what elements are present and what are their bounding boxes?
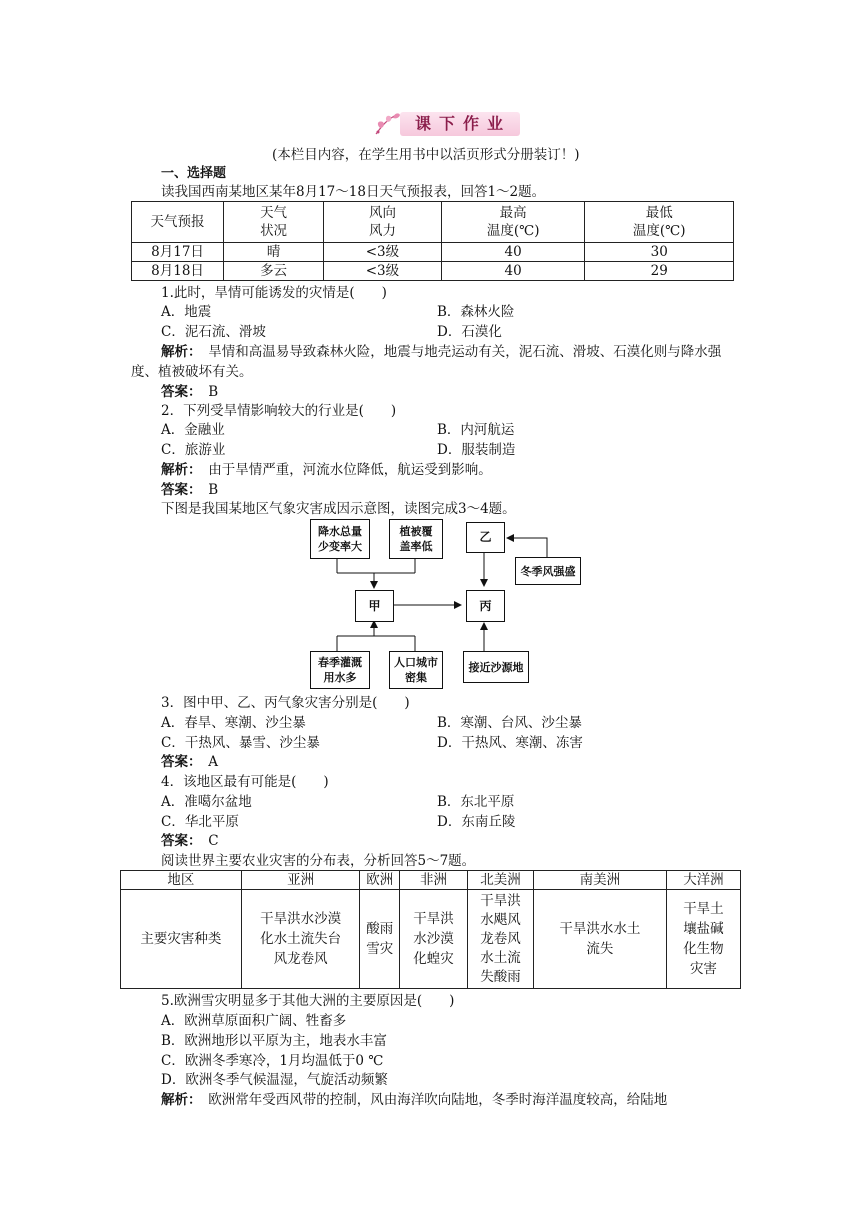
weather-forecast-table [131,201,734,281]
intro-text: 下图是我国某地区气象灾害成因示意图，读图完成3～4题。 [161,501,516,517]
table-header-cell: 欧洲 [360,871,400,890]
diagram-box-dense-city: 人口城市 密集 [389,651,443,689]
question-stem: 4．该地区最有可能是( ) [161,774,329,790]
option-b: B．森林火险 [437,304,515,320]
option-b: B．欧洲地形以平原为主，地表水丰富 [161,1033,387,1049]
option-c: C．干热风、暴雪、沙尘暴 [161,735,320,751]
answer-line: 答案： C [161,833,219,849]
table-header-cell: 天气预报 [132,202,224,243]
question-stem: 1.此时，旱情可能诱发的灾情是( ) [161,285,387,301]
table-row [121,890,741,989]
table-header-cell: 非洲 [400,871,468,890]
option-a: A．地震 [161,304,212,320]
table-cell: 40 [441,242,585,261]
option-d: D．干热风、寒潮、冻害 [437,735,583,751]
table-header-cell: 天气 状况 [224,202,324,243]
option-a: A．欧洲草原面积广阔、牲畜多 [161,1013,347,1029]
table-header-cell: 最低 温度(℃) [585,202,734,243]
section-header [372,110,522,138]
option-d: D．东南丘陵 [437,814,516,830]
answer-line: 答案： A [161,754,218,770]
table-header-cell: 地区 [121,871,242,890]
page-subtitle: (本栏目内容，在学生用书中以活页形式分册装订！) [272,147,580,163]
table-cell: <3级 [324,242,442,261]
answer-line: 答案： B [161,482,219,498]
table-row [132,261,734,280]
section-heading: 一、选择题 [161,166,227,181]
table-cell: 29 [585,261,734,280]
question-stem: 2．下列受旱情影响较大的行业是( ) [161,403,397,419]
answer-line: 答案： B [161,384,219,400]
table-cell: <3级 [324,261,442,280]
option-c: C．泥石流、滑坡 [161,324,266,340]
option-a: A．金融业 [161,422,225,438]
intro-text: 读我国西南某地区某年8月17～18日天气预报表，回答1～2题。 [161,184,546,200]
table-cell: 干旱洪水沙漠 化水土流失台 风龙卷风 [241,890,360,989]
option-b: B．东北平原 [437,794,515,810]
question-stem: 3．图中甲、乙、丙气象灾害分别是( ) [161,695,410,711]
diagram-box-jia: 甲 [355,590,394,622]
option-b: B．内河航运 [437,422,515,438]
option-a: A．春旱、寒潮、沙尘暴 [161,715,306,731]
table-cell: 8月17日 [132,242,224,261]
diagram-box-winter-monsoon: 冬季风强盛 [515,557,581,585]
table-header-cell: 南美洲 [533,871,666,890]
table-cell: 多云 [224,261,324,280]
table-cell: 干旱土 壤盐碱 化生物 灾害 [666,890,740,989]
disaster-distribution-table [120,870,741,989]
diagram-box-yi: 乙 [466,522,505,553]
option-d: D．欧洲冬季气候温湿，气旋活动频繁 [161,1072,388,1088]
table-header-cell: 最高 温度(℃) [441,202,585,243]
table-cell: 干旱洪 水飓风 龙卷风 水土流 失酸雨 [468,890,534,989]
option-c: C．华北平原 [161,814,239,830]
table-cell: 晴 [224,242,324,261]
diagram-box-vegetation: 植被覆 盖率低 [389,519,443,559]
option-c: C．旅游业 [161,442,226,458]
intro-text: 阅读世界主要农业灾害的分布表，分析回答5～7题。 [161,853,476,869]
table-cell: 酸雨 雪灾 [360,890,400,989]
diagram-box-sand-source: 接近沙源地 [463,651,529,683]
table-cell: 干旱洪水水土 流失 [533,890,666,989]
table-cell: 30 [585,242,734,261]
option-d: D．石漠化 [437,324,502,340]
table-cell: 主要灾害种类 [121,890,242,989]
table-row [132,242,734,261]
table-cell: 8月18日 [132,261,224,280]
diagram-box-spring-irrigation: 春季灌溉 用水多 [310,651,370,689]
table-cell: 40 [441,261,585,280]
analysis-text: 解析： 欧洲常年受西风带的控制，风由海洋吹向陆地，冬季时海洋温度较高，给陆地 [161,1092,668,1108]
table-header-cell: 风向 风力 [324,202,442,243]
table-header-cell: 亚洲 [241,871,360,890]
table-cell: 干旱洪 水沙漠 化蝗灾 [400,890,468,989]
option-b: B．寒潮、台风、沙尘暴 [437,715,582,731]
diagram-box-bing: 丙 [466,590,505,622]
table-header-cell: 北美洲 [468,871,534,890]
option-d: D．服装制造 [437,442,516,458]
table-header-cell: 大洋洲 [666,871,740,890]
analysis-text: 解析： 由于旱情严重，河流水位降低，航运受到影响。 [161,462,492,478]
page-title: 课下作业 [400,112,520,136]
option-c: C．欧洲冬季寒冷，1月均温低于0 ℃ [161,1053,384,1069]
analysis-text: 解析： 旱情和高温易导致森林火险，地震与地壳运动有关，泥石流、滑坡、石漠化则与降水强度、植被破坏有关。 [131,344,722,380]
option-a: A．准噶尔盆地 [161,794,252,810]
question-stem: 5.欧洲雪灾明显多于其他大洲的主要原因是( ) [161,993,455,1009]
diagram-box-precipitation: 降水总量 少变率大 [310,519,370,559]
